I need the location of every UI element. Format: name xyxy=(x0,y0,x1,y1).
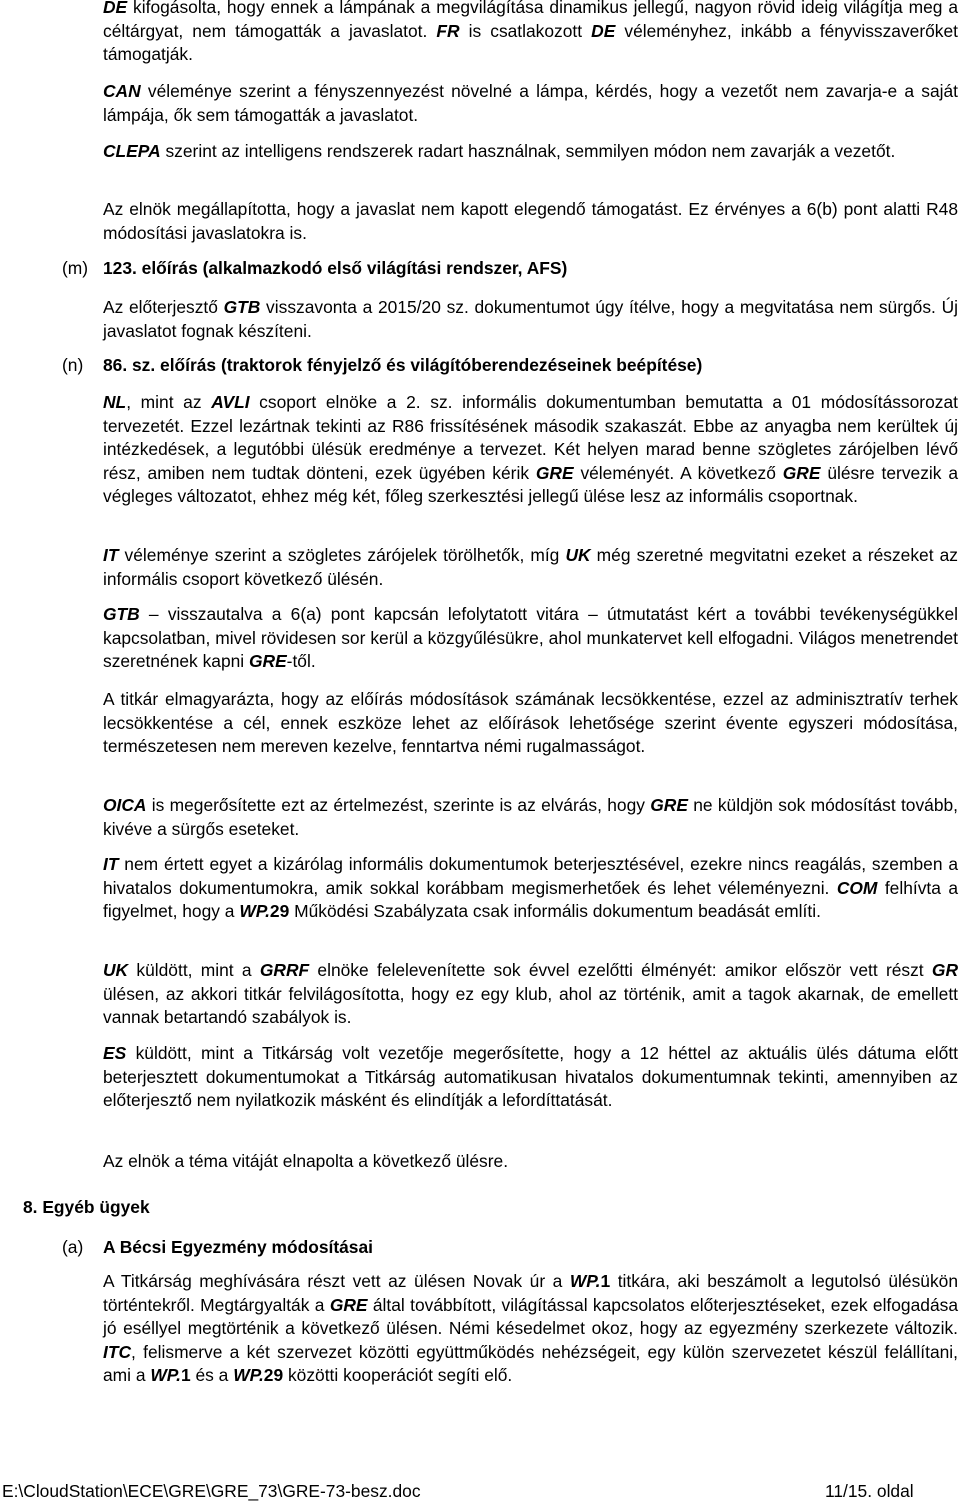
paragraph: CLEPA szerint az intelligens rendszerek radart használnak, semmilyen módon nem zavarják a vezetőt. xyxy=(103,141,896,161)
paragraph: NL, mint az AVLI csoport elnöke a 2. sz. informális dokumentumban bemutatta a 01 módosítássorozat tervezetét. Ezzel lezártnak tekinti az R86 frissítésének második szakaszát. Ebbe az anyagba nem kerültek új intézkedések, a legutóbbi ülésük eredménye a tervezet. Két helyen marad benne szögletes zárójelben lévő rész, amiben nem tudtak dönteni, ezek ügyében kérik GRE véleményét. A következő GRE ülésre tervezik a végleges változatot, ehhez még két, főleg szerkesztési jellegű ülése lesz az informális csoportnak. xyxy=(103,392,958,506)
paragraph: UK küldött, mint a GRRF elnöke felelevenítette sok évvel ezelőtti élményét: amikor először vett részt GR ülésen, az akkori titkár felvilágosította, hogy ez egy klub, ahol az történik, amit a tagok akarnak, de emellett vannak betartandó szabályok is. xyxy=(103,960,959,1027)
paragraph: A Titkárság meghívására részt vett az ülésen Novak úr a WP.1 titkára, aki beszámolt a legutolsó ülésükön történtekről. Megtárgyalták a GRE által továbbított, világítással kapcsolatos előterjesztéseket, ezek elfogadása jó eséllyel megtörténik a következő ülésen. Némi késedelmet okoz, hogy az egyezmény szerkezete változik. ITC, felismerve a két szervezet közötti együttműködés nehézségeit, egy külön szervezetet készül felállítani, ami a WP.1 és a WP.29 közötti kooperációt segíti elő. xyxy=(103,1271,958,1385)
section-label-n: (n) xyxy=(62,355,84,375)
section-label-a: (a) xyxy=(62,1237,84,1257)
paragraph: IT véleménye szerint a szögletes zárójelek törölhetők, míg UK még szeretné megvitatni ezeket a részeket az informális csoport következő ülésén. xyxy=(103,545,959,589)
paragraph: Az előterjesztő GTB visszavonta a 2015/20 sz. dokumentumot úgy ítélve, hogy a megvitatása nem sürgős. Új javaslatot fognak készíteni. xyxy=(103,297,959,341)
footer-file-path: E:\CloudStation\ECE\GRE\GRE_73\GRE-73-besz.doc xyxy=(2,1481,421,1501)
section-heading-n: 86. sz. előírás (traktorok fényjelző és világítóberendezéseinek beépítése) xyxy=(103,355,703,375)
paragraph: DE kifogásolta, hogy ennek a lámpának a megvilágítása dinamikus jellegű, nagyon rövid ideig világítja meg a céltárgyat, nem támogatták a javaslatot. FR is csatlakozott DE véleményhez, inkább a fényvisszaverőket támogatják. xyxy=(103,0,958,64)
paragraph: OICA is megerősítette ezt az értelmezést, szerinte is az elvárás, hogy GRE ne küldjön sok módosítást tovább, kivéve a sürgős eseteket. xyxy=(103,795,958,839)
paragraph: GTB – visszautalva a 6(a) pont kapcsán lefolytatott vitára – útmutatást kért a további tevékenységükkel kapcsolatban, mivel rövidesen sor kerül a közgyűlésükre, ahol munkatervet kell elfogadni. Világos menetrendet szeretnének kapni GRE-től. xyxy=(103,604,958,671)
paragraph: ES küldött, mint a Titkárság volt vezetője megerősítette, hogy a 12 héttel az aktuális ülés dátuma előtt beterjesztett dokumentumokat a Titkárság automatikusan hivatalos dokumentumnak tekinti, amennyiben az előterjesztő nem nyilatkozik másként és elindítják a lefordíttatását. xyxy=(103,1043,958,1110)
paragraph: IT nem értett egyet a kizárólag informális dokumentumok beterjesztésével, ezekre nincs reagálás, szemben a hivatalos dokumentumokra, amik sokkal korábbam megismerhetőek és lehet véleményezni. COM felhívta a figyelmet, hogy a WP.29 Működési Szabályzata csak informális dokumentum beadását említi. xyxy=(103,854,959,921)
footer-page-number: 11/15. oldal xyxy=(825,1481,914,1501)
section-heading-m: 123. előírás (alkalmazkodó első világítási rendszer, AFS) xyxy=(103,258,568,278)
paragraph: Az elnök a téma vitáját elnapolta a következő ülésre. xyxy=(103,1151,509,1171)
section-heading-a: A Bécsi Egyezmény módosításai xyxy=(103,1237,373,1257)
paragraph: CAN véleménye szerint a fényszennyezést növelné a lámpa, kérdés, hogy a vezetőt nem zavarja-e a saját lámpája, ők sem támogatták a javaslatot. xyxy=(103,81,958,125)
paragraph: Az elnök megállapította, hogy a javaslat nem kapott elegendő támogatást. Ez érvényes a 6(b) pont alatti R48 módosítási javaslatokra is. xyxy=(103,199,958,243)
section-label-m: (m) xyxy=(62,258,89,278)
section-heading-8: 8. Egyéb ügyek xyxy=(23,1197,150,1217)
paragraph: A titkár elmagyarázta, hogy az előírás módosítások számának lecsökkentése, ezzel az adminisztratív terhek lecsökkentése a cél, ennek eszköze lehet az előírások lehetősége szerint évente egyszeri módosítása, természetesen nem mereven kezelve, fenntartva némi rugalmasságot. xyxy=(103,689,958,756)
